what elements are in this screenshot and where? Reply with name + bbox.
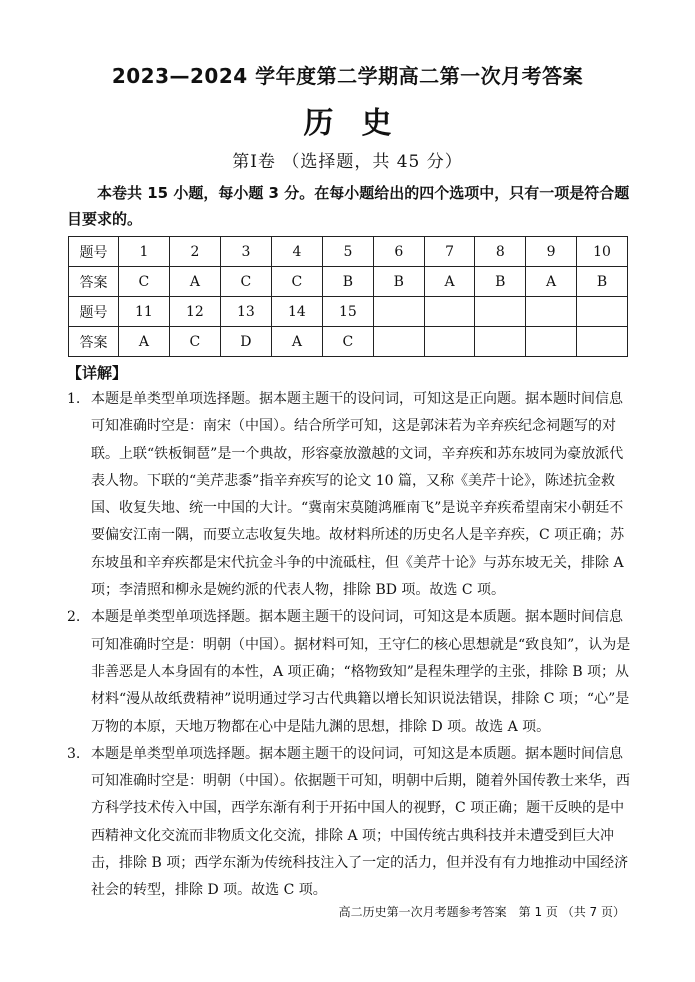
table-cell: 10: [576, 237, 627, 267]
table-cell: B: [373, 267, 424, 297]
table-cell: B: [475, 267, 526, 297]
table-cell: 1: [118, 237, 169, 267]
table-cell: C: [220, 267, 271, 297]
table-cell: 12: [169, 297, 220, 327]
table-cell: 题号: [69, 237, 119, 267]
table-cell: A: [526, 267, 577, 297]
table-cell: 答案: [69, 267, 119, 297]
table-cell: A: [118, 327, 169, 357]
explanation-list: [67, 386, 632, 905]
table-cell: B: [576, 267, 627, 297]
item-number: 3.: [67, 745, 81, 762]
table-cell: [576, 327, 627, 357]
table-cell: 5: [322, 237, 373, 267]
table-cell: 2: [169, 237, 220, 267]
table-cell: A: [424, 267, 475, 297]
table-cell: [475, 297, 526, 327]
section-heading: 第Ⅰ卷 （选择题，共 45 分）: [232, 152, 463, 172]
table-cell: 15: [322, 297, 373, 327]
item-text: 本题是单类型单项选择题。据本题主题干的设问词，可知这是正向题。据本题时间信息可知准确时空是：南宋（中国）。结合所学可知，这是郭沫若为辛弃疾纪念祠题写的对联。上联“铁板铜琶”是一个典故，形容豪放激越的文词，辛弃疾和苏东坡同为豪放派代表人物。下联的“美芹悲黍”指辛弃疾写的论文 10 篇，又称《美芹十论》，陈述抗金救国、收复失地、统一中国的大计。“冀南宋莫随鸿雁南飞”是说辛弃疾希望南宋小朝廷不要偏安江南一隅，而要立志收复失地。故材料所述的历史名人是辛弃疾，C 项正确；苏东坡虽和辛弃疾都是宋代抗金斗争的中流砥柱，但《美芹十论》与苏东坡无关，排除 A 项；李清照和柳永是婉约派的代表人物，排除 BD 项。故选 C 项。: [91, 391, 625, 599]
table-cell: [526, 297, 577, 327]
item-text: 本题是单类型单项选择题。据本题主题干的设问词，可知这是本质题。据本题时间信息可知准确时空是：明朝（中国）。据材料可知，王守仁的核心思想就是“致良知”，认为是非善恶是人本身固有的本性，A 项正确；“格物致知”是程朱理学的主张，排除 B 项；从材料“漫从故纸费精神”说明通过学习古代典籍以增长知识说法错误，排除 C 项；“心”是万物的本原，天地万物都在心中是陆九渊的思想，排除 D 项。故选 A 项。: [91, 609, 631, 735]
table-cell: D: [220, 327, 271, 357]
table-row: [69, 267, 628, 297]
table-cell: [373, 297, 424, 327]
table-cell: C: [118, 267, 169, 297]
table-cell: [424, 297, 475, 327]
table-cell: 8: [475, 237, 526, 267]
table-cell: A: [271, 327, 322, 357]
table-cell: C: [169, 327, 220, 357]
table-cell: [526, 327, 577, 357]
list-item: [67, 386, 632, 604]
table-cell: [424, 327, 475, 357]
list-item: [67, 741, 632, 905]
subject-title: 历史: [303, 106, 420, 141]
table-cell: 6: [373, 237, 424, 267]
table-cell: [475, 327, 526, 357]
item-number: 1.: [67, 391, 81, 407]
table-cell: 9: [526, 237, 577, 267]
table-row: [69, 297, 628, 327]
table-cell: B: [322, 267, 373, 297]
answer-table: [68, 236, 628, 357]
section-intro: 本卷共 15 小题，每小题 3 分。在每小题给出的四个选项中，只有一项是符合题目要求的。: [67, 184, 630, 228]
table-cell: 4: [271, 237, 322, 267]
table-row: [69, 327, 628, 357]
table-cell: 14: [271, 297, 322, 327]
table-cell: 13: [220, 297, 271, 327]
table-cell: 11: [118, 297, 169, 327]
page-footer: 高二历史第一次月考题参考答案 第 1 页 （共 7 页）: [338, 905, 625, 919]
table-row: [69, 237, 628, 267]
table-cell: C: [322, 327, 373, 357]
table-cell: [373, 327, 424, 357]
table-cell: 3: [220, 237, 271, 267]
table-cell: C: [271, 267, 322, 297]
detail-heading: 【详解】: [67, 364, 128, 382]
list-item: [67, 604, 632, 740]
table-cell: 7: [424, 237, 475, 267]
item-number: 2.: [67, 609, 81, 626]
table-cell: [576, 297, 627, 327]
item-text: 本题是单类型单项选择题。据本题主题干的设问词，可知这是本质题。据本题时间信息可知准确时空是：明朝（中国）。依据题干可知，明朝中后期，随着外国传教士来华，西方科学技术传入中国，西学东渐有利于开拓中国人的视野，C 项正确；题干反映的是中西精神文化交流而非物质文化交流，排除 A 项；中国传统古典科技并未遭受到巨大冲击，排除 B 项；西学东渐为传统科技注入了一定的活力，但并没有有力地推动中国经济社会的转型，排除 D 项。故选 C 项。: [91, 745, 630, 899]
table-cell: A: [169, 267, 220, 297]
page-title: 2023—2024 学年度第二学期高二第一次月考答案: [111, 64, 584, 88]
table-cell: 答案: [69, 327, 119, 357]
table-cell: 题号: [69, 297, 119, 327]
